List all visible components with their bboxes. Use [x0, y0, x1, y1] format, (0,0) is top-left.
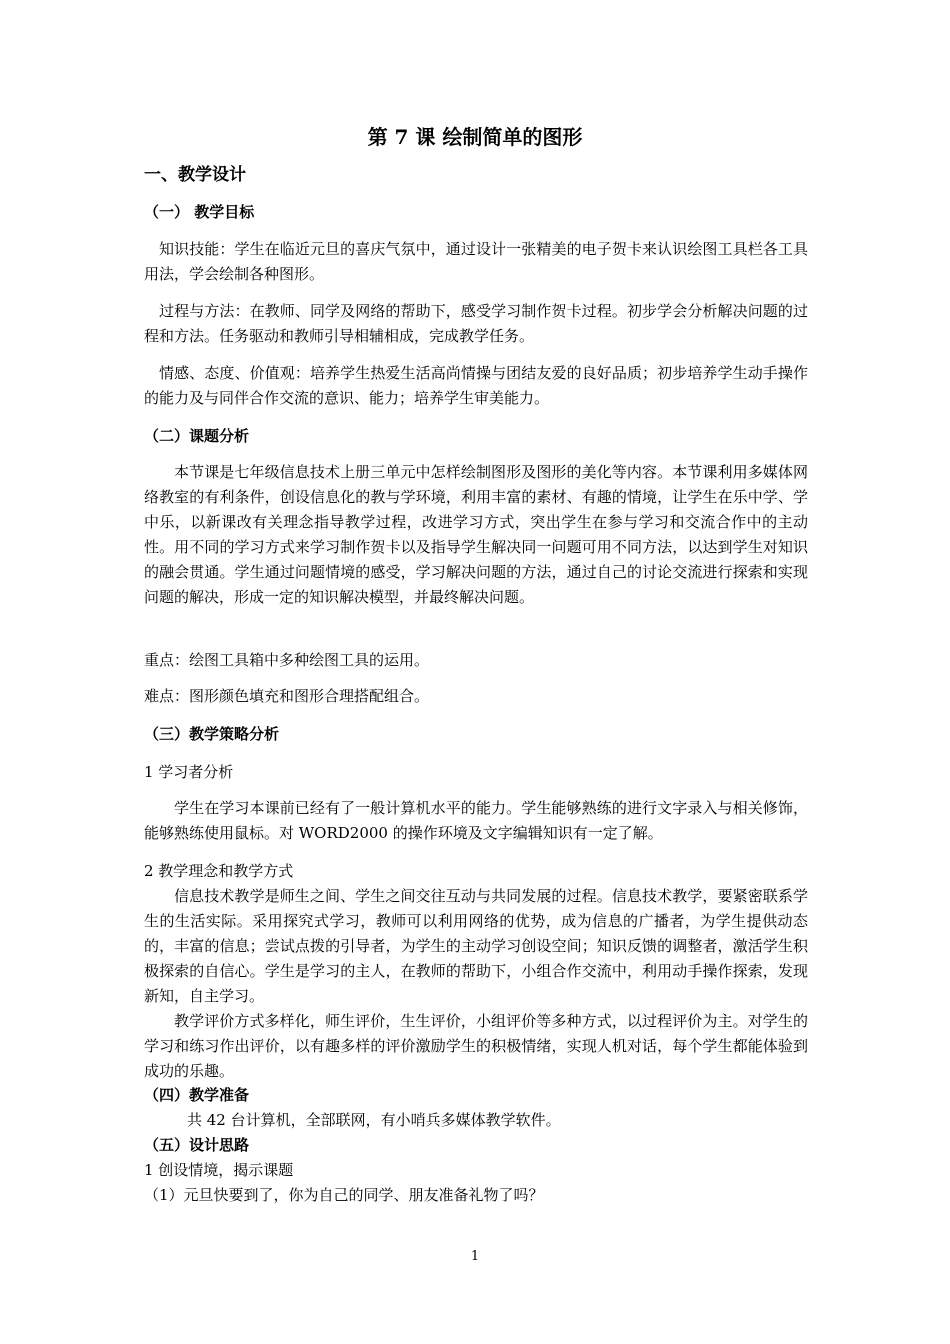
goal-emotion: 情感、态度、价值观：培养学生热爱生活高尚情操与团结友爱的良好品质；初步培养学生动手操作的能力及与同伴合作交流的意识、能力；培养学生审美能力。: [144, 364, 808, 407]
preparation-text: 共 42 台计算机，全部联网，有小哨兵多媒体教学软件。: [187, 1111, 561, 1129]
teaching-concept-text: 信息技术教学是师生之间、学生之间交往互动与共同发展的过程。信息技术教学，要紧密联系学生的生活实际。采用探究式学习，教师可以利用网络的优势，成为信息的广播者，为学生提供动态的，丰富的信息；尝试点拨的引导者，为学生的主动学习创设空间；知识反馈的调整者，激活学生积极探索的自信心。学生是学习的主人，在教师的帮助下，小组合作交流中，利用动手操作探索，发现新知，自主学习。: [144, 887, 808, 1005]
goal-knowledge: 知识技能：学生在临近元旦的喜庆气氛中，通过设计一张精美的电子贺卡来认识绘图工具栏各工具用法，学会绘制各种图形。: [144, 240, 808, 283]
design-step-1: 1 创设情境，揭示课题: [144, 1161, 294, 1179]
heading-teaching-goals: （一） 教学目标: [144, 203, 255, 221]
heading-design-ideas: （五）设计思路: [144, 1136, 250, 1154]
lesson-title: 第 7 课 绘制简单的图形: [367, 125, 583, 149]
design-question-1: （1）元旦快要到了，你为自己的同学、朋友准备礼物了吗？: [144, 1186, 544, 1204]
key-point: 重点：绘图工具箱中多种绘图工具的运用。: [144, 651, 430, 669]
learner-analysis-text: 学生在学习本课前已经有了一般计算机水平的能力。学生能够熟练的进行文字录入与相关修饰，能够熟练使用鼠标。对 WORD2000 的操作环境及文字编辑知识有一定了解。: [144, 799, 808, 842]
page-number: 1: [470, 1249, 480, 1264]
section-teaching-design: 一、教学设计: [144, 165, 246, 185]
difficult-point: 难点：图形颜色填充和图形合理搭配组合。: [144, 687, 430, 705]
subheading-teaching-concept: 2 教学理念和教学方式: [144, 862, 294, 880]
topic-analysis-text: 本节课是七年级信息技术上册三单元中怎样绘制图形及图形的美化等内容。本节课利用多媒体网络教室的有利条件，创设信息化的教与学环境，利用丰富的素材、有趣的情境，让学生在乐中学、学中乐，以新课改有关理念指导教学过程，改进学习方式，突出学生在参与学习和交流合作中的主动性。用不同的学习方式来学习制作贺卡以及指导学生解决同一问题可用不同方法，以达到学生对知识的融会贯通。学生通过问题情境的感受，学习解决问题的方法，通过自己的讨论交流进行探索和实现问题的解决，形成一定的知识解决模型，并最终解决问题。: [144, 463, 808, 606]
subheading-learner-analysis: 1 学习者分析: [144, 763, 234, 781]
heading-preparation: （四）教学准备: [144, 1086, 250, 1104]
heading-topic-analysis: （二）课题分析: [144, 427, 250, 445]
evaluation-text: 教学评价方式多样化，师生评价，生生评价，小组评价等多种方式，以过程评价为主。对学生的学习和练习作出评价，以有趣多样的评价激励学生的积极情绪，实现人机对话，每个学生都能体验到成功的乐趣。: [144, 1012, 808, 1080]
goal-process: 过程与方法：在教师、同学及网络的帮助下，感受学习制作贺卡过程。初步学会分析解决问题的过程和方法。任务驱动和教师引导相辅相成，完成教学任务。: [144, 302, 808, 345]
heading-strategy: （三）教学策略分析: [144, 725, 280, 743]
